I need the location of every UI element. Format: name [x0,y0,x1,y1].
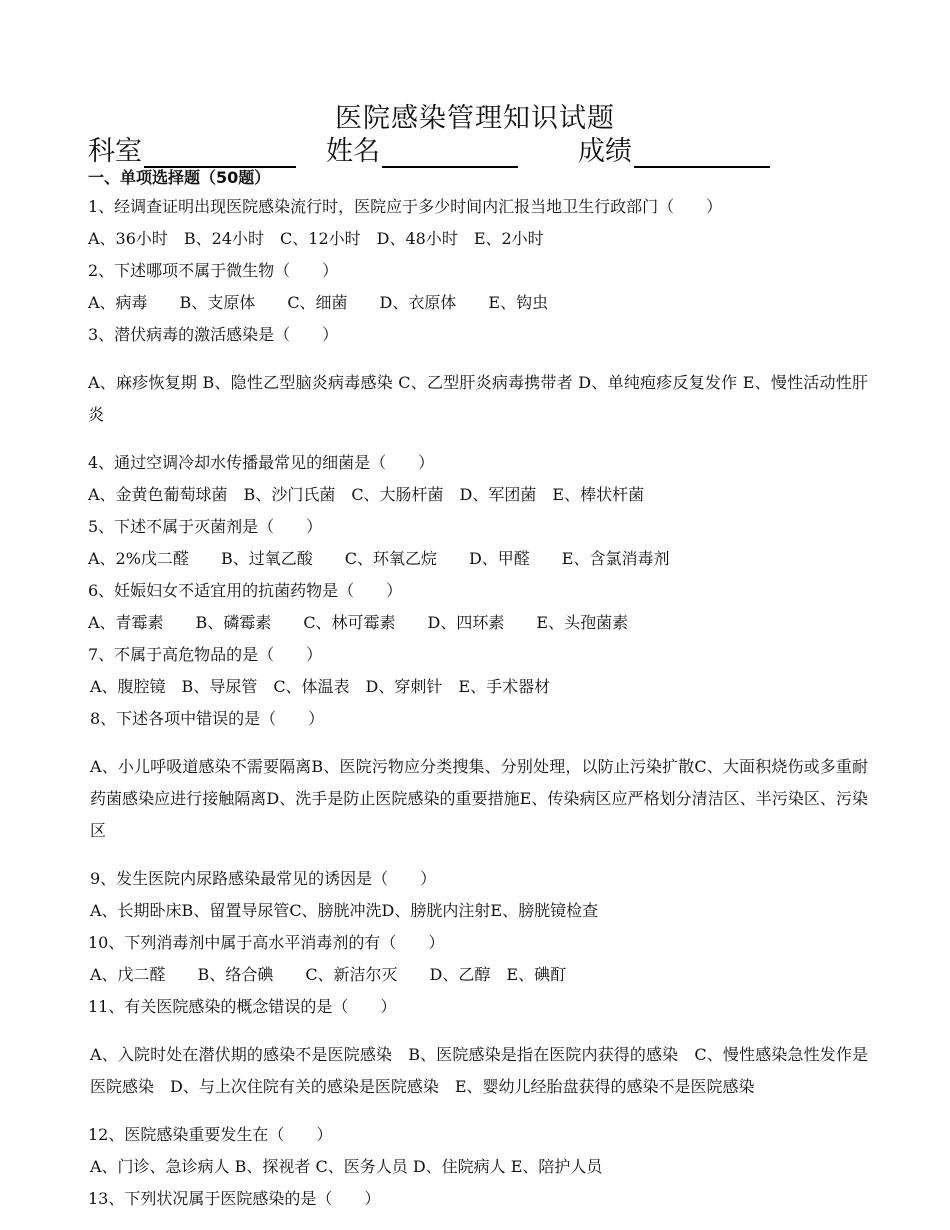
question-6: 6、妊娠妇女不适宜用的抗菌药物是（ ） [88,581,403,600]
score-field [578,129,770,168]
score-blank[interactable] [634,140,770,168]
answer-9: A、长期卧床B、留置导尿管C、膀胱冲洗D、膀胱内注射E、膀胱镜检查 [90,901,599,920]
section-title: 一、单项选择题（50题） [88,168,271,187]
answer-11: A、入院时处在潜伏期的感染不是医院感染 B、医院感染是指在医院内获得的感染 C、慢性感染急性发作是医院感染 D、与上次住院有关的感染是医院感染 E、婴幼儿经胎盘获得的感染不是医院感染 [90,1045,868,1096]
answer-4: A、金黄色葡萄球菌 B、沙门氏菌 C、大肠杆菌 D、军团菌 E、棒状杆菌 [88,485,645,504]
question-8: 8、下述各项中错误的是（ ） [90,709,325,728]
score-label: 成绩 [578,136,632,167]
page-title: 医院感染管理知识试题 [335,103,615,134]
question-2: 2、下述哪项不属于微生物（ ） [88,261,339,280]
question-5: 5、下述不属于灭菌剂是（ ） [88,517,323,536]
answer-3: A、麻疹恢复期 B、隐性乙型脑炎病毒感染 C、乙型肝炎病毒携带者 D、单纯疱疹反复发作 E、慢性活动性肝炎 [88,373,868,424]
answer-6: A、青霉素 B、磷霉素 C、林可霉素 D、四环素 E、头孢菌素 [88,613,629,632]
question-7: 7、不属于高危物品的是（ ） [88,645,323,664]
answer-8: A、小儿呼吸道感染不需要隔离B、医院污物应分类搜集、分别处理，以防止污染扩散C、大面积烧伤或多重耐药菌感染应进行接触隔离D、洗手是防止医院感染的重要措施E、传染病区应严格划分清洁区、半污染区、污染区 [90,757,868,840]
dept-field [88,129,296,168]
question-11: 11、有关医院感染的概念错误的是（ ） [88,997,397,1016]
question-4: 4、通过空调冷却水传播最常见的细菌是（ ） [88,453,435,472]
question-12: 12、医院感染重要发生在（ ） [88,1125,333,1144]
question-10: 10、下列消毒剂中属于高水平消毒剂的有（ ） [88,933,445,952]
answer-5: A、2%戊二醛 B、过氧乙酸 C、环氧乙烷 D、甲醛 E、含氯消毒剂 [88,549,670,568]
answer-12: A、门诊、急诊病人 B、探视者 C、医务人员 D、住院病人 E、陪护人员 [90,1157,603,1176]
answer-2: A、病毒 B、支原体 C、细菌 D、衣原体 E、钩虫 [88,293,549,312]
dept-blank[interactable] [144,140,296,168]
answer-1: A、36小时 B、24小时 C、12小时 D、48小时 E、2小时 [88,229,544,248]
question-13: 13、下列状况属于医院感染的是（ ） [88,1189,381,1208]
question-1: 1、经调查证明出现医院感染流行时，医院应于多少时间内汇报当地卫生行政部门（ ） [88,197,723,216]
dept-label: 科室 [88,136,142,167]
name-blank[interactable] [382,140,518,168]
answer-10: A、戊二醛 B、络合碘 C、新洁尔灭 D、乙醇 E、碘酊 [90,965,567,984]
question-list [88,191,868,1215]
name-field [326,129,518,168]
question-9: 9、发生医院内尿路感染最常见的诱因是（ ） [90,869,437,888]
name-label: 姓名 [326,136,380,167]
question-3: 3、潜伏病毒的激活感染是（ ） [88,325,339,344]
answer-7: A、腹腔镜 B、导尿管 C、体温表 D、穿刺针 E、手术器材 [90,677,551,696]
